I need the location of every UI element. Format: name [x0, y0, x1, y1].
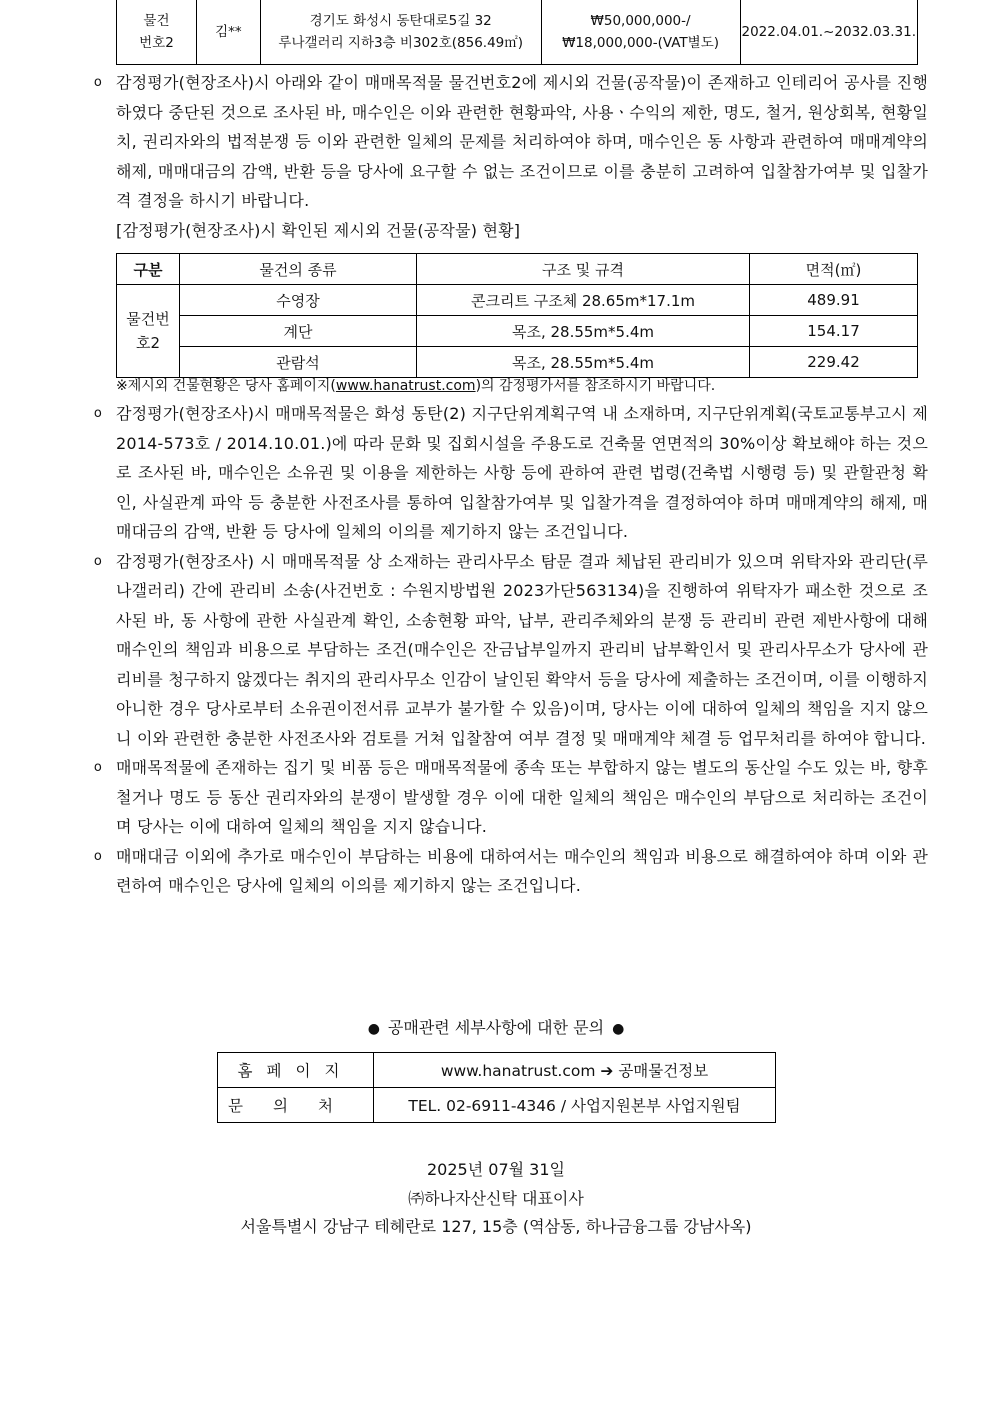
bullet-mark: o [93, 848, 103, 864]
table-row [117, 316, 918, 347]
lease-period-cell: 2022.04.01.~2032.03.31. [740, 0, 918, 65]
footer-date: 2025년 07월 31일 [427, 1160, 565, 1179]
cell-structure: 콘크리트 구조체 28.65m*17.1m [417, 285, 750, 316]
table-row [218, 1088, 776, 1123]
contact-label: 문의처 [218, 1088, 374, 1123]
table-row [218, 1053, 776, 1088]
lease-table [116, 0, 918, 65]
paragraph-text: 감정평가(현장조사) 시 매매목적물 상 소재하는 관리사무소 탐문 결과 체납된 관리비가 있으며 위탁자와 관리단(루나갤러리) 간에 관리비 소송(사건번호 : 수원지방법원 2023가단563134)을 진행하여 위탁자가 패소한 것으로 조사된 바, 동 사항에 관한 사실관계 확인, 소송현황 파악, 납부, 관리주체와의 분쟁 등 관리비 관련 제반사항에 대해 매수인의 책임과 비용으로 부담하는 조건(매수인은 잔금납부일까지 관리비 납부확인서 및 관리사무소가 당사에 관리비를 청구하지 않겠다는 취지의 관리사무소 인감이 날인된 확약서 등을 당사에 제출하는 조건이며, 이를 이행하지 아니한 경우 당사로부터 소유권이전서류 교부가 불가할 수 있음)이며, 당사는 이에 대하여 일체의 책임을 지지 않으니 이와 관련한 충분한 사전조사와 검토를 거쳐 입찰참여 여부 결정 및 매매계약 체결 등 업무처리를 하여야 합니다. [116, 551, 928, 748]
notice-section-1 [88, 68, 928, 245]
bullet-dot-icon: ● [367, 1021, 380, 1037]
header-area: 면적(㎡) [750, 254, 918, 285]
bullet-mark: o [93, 553, 103, 569]
cell-area: 229.42 [750, 347, 918, 378]
cell-type: 관람석 [180, 347, 417, 378]
homepage-link[interactable]: www.hanatrust.com [335, 378, 476, 394]
homepage-value-cell [374, 1053, 776, 1088]
lease-address-cell [260, 0, 541, 65]
building-note [116, 375, 715, 395]
bullet-mark: o [93, 406, 103, 421]
bullet-mark: o [93, 760, 103, 775]
inquiry-title [0, 1015, 992, 1038]
lease-tenant-cell: 김** [196, 0, 260, 65]
notice-paragraph [88, 753, 928, 842]
paragraph-text: 매매대금 이외에 추가로 매수인이 부담하는 비용에 대하여서는 매수인의 책임과 비용으로 해결하여야 하며 이와 관련하여 매수인은 당사에 일체의 이의를 제기하지 않는 조건입니다. [116, 846, 928, 895]
footer-company: ㈜하나자산신탁 대표이사 [408, 1189, 584, 1208]
cell-area: 154.17 [750, 316, 918, 347]
lease-address-line2: 루나갤러리 지하3층 비302호(856.49㎡) [278, 35, 524, 51]
paragraph-text: 감정평가(현장조사)시 매매목적물은 화성 동탄(2) 지구단위계획구역 내 소재하며, 지구단위계획(국토교통부고시 제2014-573호 / 2014.10.01.)에 따라 문화 및 집회시설을 주용도로 건축물 연면적의 30%이상 확보해야 하는 것으로 조사된 바, 매수인은 소유권 및 이용을 제한하는 사항 등에 관하여 관련 법령(건축법 시행령 등) 및 관할관청 확인, 사실관계 파악 등 충분한 사전조사를 통하여 입찰참가여부 및 입찰가격을 결정하여야 하며 매매계약의 해제, 매매대금의 감액, 반환 등 당사에 일체의 이의를 제기하지 않는 조건입니다. [116, 404, 928, 541]
contact-value: TEL. 02-6911-4346 / 사업지원본부 사업지원팀 [374, 1088, 776, 1123]
lease-address-line1: 경기도 화성시 동탄대로5길 32 [309, 13, 492, 29]
table-header-row [117, 254, 918, 285]
homepage-url[interactable]: www.hanatrust.com [440, 1062, 596, 1080]
contact-table [217, 1052, 776, 1123]
paragraph-text: 감정평가(현장조사)시 아래와 같이 매매목적물 물건번호2에 제시외 건물(공작물)이 존재하고 인테리어 공사를 진행하였다 중단된 것으로 조사된 바, 매수인은 이와 관련한 현황파악, 사용ㆍ수익의 제한, 명도, 철거, 원상회복, 현황일치, 권리자와의 법적분쟁 등 이와 관련한 일체의 문제를 처리하여야 하며, 매수인은 동 사항과 관련하여 매매계약의 해제, 매매대금의 감액, 반환 등을 당사에 요구할 수 없는 조건이므로 이를 충분히 고려하여 입찰참가여부 및 입찰가격 결정을 하시기 바랍니다. [116, 73, 928, 210]
homepage-label: 홈페이지 [218, 1053, 374, 1088]
table-row [117, 285, 918, 316]
cell-structure: 목조, 28.55m*5.4m [417, 316, 750, 347]
lease-deposit-line2: ₩18,000,000-(VAT별도) [562, 35, 720, 51]
notice-paragraph [88, 68, 928, 216]
notice-paragraph [88, 842, 928, 901]
notice-section-2 [88, 399, 928, 901]
note-prefix: ※제시외 건물현황은 당사 홈페이지( [116, 378, 336, 394]
table-row [117, 0, 918, 65]
building-caption: [감정평가(현장조사)시 확인된 제시외 건물(공작물) 현황] [116, 220, 521, 240]
homepage-menu: 공매물건정보 [618, 1062, 709, 1080]
building-table [116, 253, 918, 378]
header-structure: 구조 및 규격 [417, 254, 750, 285]
cell-type: 수영장 [180, 285, 417, 316]
arrow-right-icon: ➔ [600, 1062, 614, 1080]
cell-area: 489.91 [750, 285, 918, 316]
lease-deposit-cell [541, 0, 740, 65]
header-type: 물건의 종류 [180, 254, 417, 285]
paragraph-text: 매매목적물에 존재하는 집기 및 비품 등은 매매목적물에 종속 또는 부합하지 않는 별도의 동산일 수도 있는 바, 향후 철거나 명도 등 동산 권리자와의 분쟁이 발생할 경우 이에 대한 일체의 책임은 매수인의 부담으로 처리하는 조건이며 당사는 이에 대하여 일체의 책임을 지지 않습니다. [116, 758, 928, 836]
lease-deposit-line1: ₩50,000,000-/ [590, 13, 691, 29]
note-suffix: )의 감정평가서를 참조하시기 바랍니다. [475, 378, 716, 394]
lease-label-cell: 물건 번호2 [117, 0, 197, 65]
table-row [117, 347, 918, 378]
group-label: 물건번 호2 [117, 285, 180, 378]
bullet-dot-icon: ● [612, 1021, 625, 1037]
footer-address: 서울특별시 강남구 테헤란로 127, 15층 (역삼동, 하나금융그룹 강남사옥) [240, 1217, 752, 1236]
bullet-mark: o [93, 75, 103, 90]
notice-paragraph [88, 399, 928, 547]
notice-paragraph [88, 547, 928, 754]
inquiry-title-text: 공매관련 세부사항에 대한 문의 [387, 1018, 605, 1037]
cell-type: 계단 [180, 316, 417, 347]
header-category: 구분 [117, 254, 180, 285]
cell-structure: 목조, 28.55m*5.4m [417, 347, 750, 378]
